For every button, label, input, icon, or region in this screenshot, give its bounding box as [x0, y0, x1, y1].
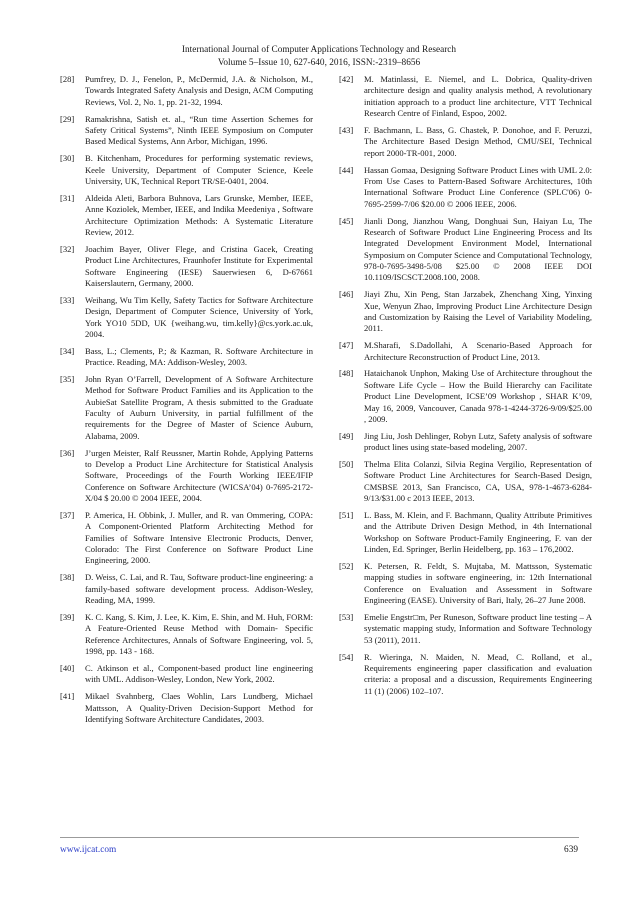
reference-item — [339, 459, 592, 504]
reference-number: [44] — [339, 164, 354, 175]
footer-divider — [60, 837, 579, 838]
reference-item — [339, 561, 592, 606]
reference-number: [32] — [60, 243, 75, 254]
reference-item — [60, 612, 313, 657]
reference-text: Weihang, Wu Tim Kelly, Safety Tactics for Software Architecture Design, Department of Computer Science, University of York, York YO10 5DD, UK {weihang.wu, tim.kelly}@cs.york.ac.uk, 2004. — [85, 294, 313, 339]
reference-text: K. Petersen, R. Feldt, S. Mujtaba, M. Mattsson, Systematic mapping studies in software engineering, in: 12th International Conference on Evaluation and Assessment in Software Engineering (EASE). University of Bari, Italy, 26–27 June 2008. — [364, 561, 592, 606]
reference-text: Bass, L.; Clements, P.; & Kazman, R. Software Architecture in Practice. Reading, MA: Addison-Wesley, 2003. — [85, 345, 313, 368]
page-number: 639 — [564, 845, 578, 855]
reference-text: M. Matinlassi, E. Niemel, and L. Dobrica, Quality-driven architecture design and quality analysis method, A revolutionary initiation approach to a product line architecture, VTT Technical Research Centre of Finland, Espoo, 2002. — [364, 74, 592, 119]
reference-item — [60, 153, 313, 187]
reference-number: [36] — [60, 447, 75, 458]
reference-number: [52] — [339, 561, 354, 571]
reference-item — [339, 74, 592, 119]
reference-text: John Ryan O’Farrell, Development of A Software Architecture Method for Software Product Families and its Application to the AubieSat Satellite Program, A thesis submitted to the Graduate Faculty of Auburn University, in partial fulfillment of the requirements for the Degree of Master of Science Auburn, Alabama, 2009. — [85, 374, 313, 441]
reference-number: [48] — [339, 368, 354, 379]
reference-text: B. Kitchenham, Procedures for performing systematic reviews, Keele University, Department of Computer Science, Keele University, UK, Technical Report TR/SE-0401, 2004. — [85, 153, 313, 186]
reference-number: [45] — [339, 215, 354, 226]
reference-item — [60, 691, 313, 725]
reference-number: [38] — [60, 572, 75, 583]
reference-text: D. Weiss, C. Lai, and R. Tau, Software product-line engineering: a family-based software development process. Addison-Wesley, Reading, MA, 1999. — [85, 572, 313, 606]
journal-header — [0, 44, 638, 70]
reference-item — [339, 340, 592, 363]
reference-text: Emelie Engstr□m, Per Runeson, Software product line testing – A systematic mapping study, Information and Software Technology 53 (2011), 2011. — [364, 611, 592, 645]
reference-item — [339, 510, 592, 555]
reference-item — [339, 652, 592, 697]
reference-number: [33] — [60, 294, 75, 305]
reference-item — [339, 125, 592, 159]
journal-website-link[interactable]: www.ijcat.com — [60, 845, 117, 855]
reference-item — [60, 114, 313, 148]
reference-item — [339, 612, 592, 646]
reference-text: Hataichanok Unphon, Making Use of Architecture throughout the Software Life Cycle – How the Build Hierarchy can Facilitate Product Line Development, ICSE’09 Workshop , SHAR K’09, May 16, 2009, Vancouver, Canada 978-1-4244-3726-9/09/$25.00 , 2009. — [364, 368, 592, 424]
reference-text: Jianli Dong, Jianzhou Wang, Donghuai Sun, Haiyan Lu, The Research of Software Product Line Engineering Process and Its Integrated Development Environment Model, International Symposium on Computer Science and Computational Technology, 978-0-7695-3498-5/08 $25.00 © 2008 IEEE DOI 10.1109/ISCSCT.2008.100, 2008. — [364, 215, 592, 283]
reference-item — [60, 510, 313, 567]
reference-number: [50] — [339, 459, 354, 470]
reference-item — [60, 663, 313, 686]
reference-text: R. Wieringa, N. Maiden, N. Mead, C. Rolland, et al., Requirements engineering paper classification and evaluation criteria: a proposal and a discussion, Requirements Engineering 11 (1) (2006) 102–107. — [364, 651, 592, 696]
reference-number: [54] — [339, 651, 354, 662]
references-right-column — [339, 74, 592, 703]
reference-text: M.Sharafi, S.Dadollahi, A Scenario-Based Approach for Architecture Reconstruction of Product Line, 2013. — [364, 340, 592, 362]
reference-text: Jing Liu, Josh Dehlinger, Robyn Lutz, Safety analysis of software product lines using state-based modeling, 2007. — [364, 430, 592, 453]
reference-number: [49] — [339, 430, 354, 441]
reference-text: Hassan Gomaa, Designing Software Product Lines with UML 2.0: From Use Cases to Pattern-Based Software Architectures, 10th International Software Product Line Conference (SPLC'06) 0-7695-2599-7/06 $20.00 © 2006 IEEE, 2006. — [364, 164, 592, 209]
reference-item — [339, 431, 592, 454]
reference-number: [39] — [60, 611, 75, 622]
reference-item — [339, 165, 592, 210]
reference-number: [40] — [60, 662, 75, 673]
reference-text: Joachim Bayer, Oliver Flege, and Cristina Gacek, Creating Product Line Architectures, Fraunhofer Institute for Experimental Software Engineering (IESE) Sauerwiesen 6, D-67661 Kaiserslautern, Germany, 2000. — [85, 243, 313, 288]
references-left-column — [60, 74, 313, 731]
reference-number: [47] — [339, 340, 354, 351]
reference-text: Thelma Elita Colanzi, Silvia Regina Vergilio, Representation of Software Product Line Architectures for Search-Based Design, CMSBSE 2013, San Francisco, CA, USA, 978-1-4673-6284-9/13/$31.00 c 2013 IEEE, 2013. — [364, 459, 592, 504]
reference-number: [43] — [339, 124, 354, 135]
reference-text: K. C. Kang, S. Kim, J. Lee, K. Kim, E. Shin, and M. Huh, FORM: A Feature-Oriented Reuse Method with Domain- Specific Reference Architectures, Annals of Software Engineering, vol. 5, 1998, pp. 143 - 168. — [85, 611, 313, 656]
reference-text: L. Bass, M. Klein, and F. Bachmann, Quality Attribute Primitives and the Attribute Driven Design Method, in 4th International Workshop on Software Product-Family Engineering, F. van der Linden, Ed. Springer, Berlin Heidelberg, pp. 163 – 176,2002. — [364, 510, 592, 555]
reference-text: P. America, H. Obbink, J. Muller, and R. van Ommering, COPA: A Component-Oriented Platform Architecting Method for Families of Software Intensive Electronic Products, Denver, Colorado: The First Conference on Software Product Line Engineering, 2000. — [85, 510, 313, 566]
reference-item — [60, 448, 313, 505]
reference-text: Ramakrishna, Satish et. al., “Run time Assertion Schemes for Safety Critical Systems”, Ninth IEEE Symposium on Computer Based Medical Systems, Ann Arbor, Michigan, 1996. — [85, 113, 313, 147]
reference-item — [60, 374, 313, 442]
journal-title: International Journal of Computer Applications Technology and Research — [181, 45, 457, 55]
reference-item — [60, 244, 313, 289]
reference-text: J’urgen Meister, Ralf Reussner, Martin Rohde, Applying Patterns to Develop a Product Line Architecture for Statistical Analysis Software, Proceedings of the Fourth Working IEEE/IFIP Conference on Software Architecture (WICSA’04) 0-7695-2172-X/04 $ 20.00 © 2004 IEEE, 2004. — [85, 447, 313, 504]
reference-text: F. Bachmann, L. Bass, G. Chastek, P. Donohoe, and F. Peruzzi, The Architecture Based Design Method, CMU/SEI, Technical report 2000-TR-001, 2000. — [364, 124, 592, 158]
reference-item — [60, 346, 313, 369]
reference-item — [339, 216, 592, 284]
reference-number: [34] — [60, 345, 75, 356]
reference-number: [53] — [339, 611, 354, 622]
reference-item — [60, 74, 313, 108]
reference-number: [28] — [60, 74, 75, 84]
reference-item — [339, 289, 592, 334]
reference-number: [29] — [60, 113, 75, 124]
reference-number: [35] — [60, 374, 75, 385]
journal-volume-issue: Volume 5–Issue 10, 627-640, 2016, ISSN:-2319–8656 — [217, 58, 421, 68]
reference-text: Aldeida Aleti, Barbora Buhnova, Lars Grunske, Member, IEEE, Anne Koziolek, Member, IEEE, and Indika Meedeniya , Software Architecture Optimization Methods: A Systematic Literature Review, 2012. — [85, 192, 313, 237]
reference-number: [30] — [60, 153, 75, 164]
reference-number: [51] — [339, 510, 354, 521]
reference-item — [60, 193, 313, 238]
reference-number: [46] — [339, 289, 354, 300]
reference-text: Mikael Svahnberg, Claes Wohlin, Lars Lundberg, Michael Mattsson, A Quality-Driven Decision-Support Method for Identifying Software Architecture Candidates, 2003. — [85, 691, 313, 724]
reference-text: Jiayi Zhu, Xin Peng, Stan Jarzabek, Zhenchang Xing, Yinxing Xue, Wenyun Zhao, Improving Product Line Architecture Design and Customization by Raising the Level of Variability Modeling, 2011. — [364, 289, 592, 334]
reference-item — [60, 295, 313, 340]
reference-number: [37] — [60, 510, 75, 521]
reference-text: Pumfrey, D. J., Fenelon, P., McDermid, J.A. & Nicholson, M., Towards Integrated Safety Analysis and Design, ACM Computing Reviews, Vol. 2, No. 1, pp. 21-32, 1994. — [85, 74, 313, 107]
reference-item — [60, 572, 313, 606]
reference-number: [42] — [339, 74, 354, 84]
reference-number: [41] — [60, 691, 75, 702]
reference-text: C. Atkinson et al., Component-based product line engineering with UML. Addison-Wesley, London, New York, 2002. — [85, 662, 313, 685]
reference-number: [31] — [60, 192, 75, 203]
reference-item — [339, 368, 592, 425]
